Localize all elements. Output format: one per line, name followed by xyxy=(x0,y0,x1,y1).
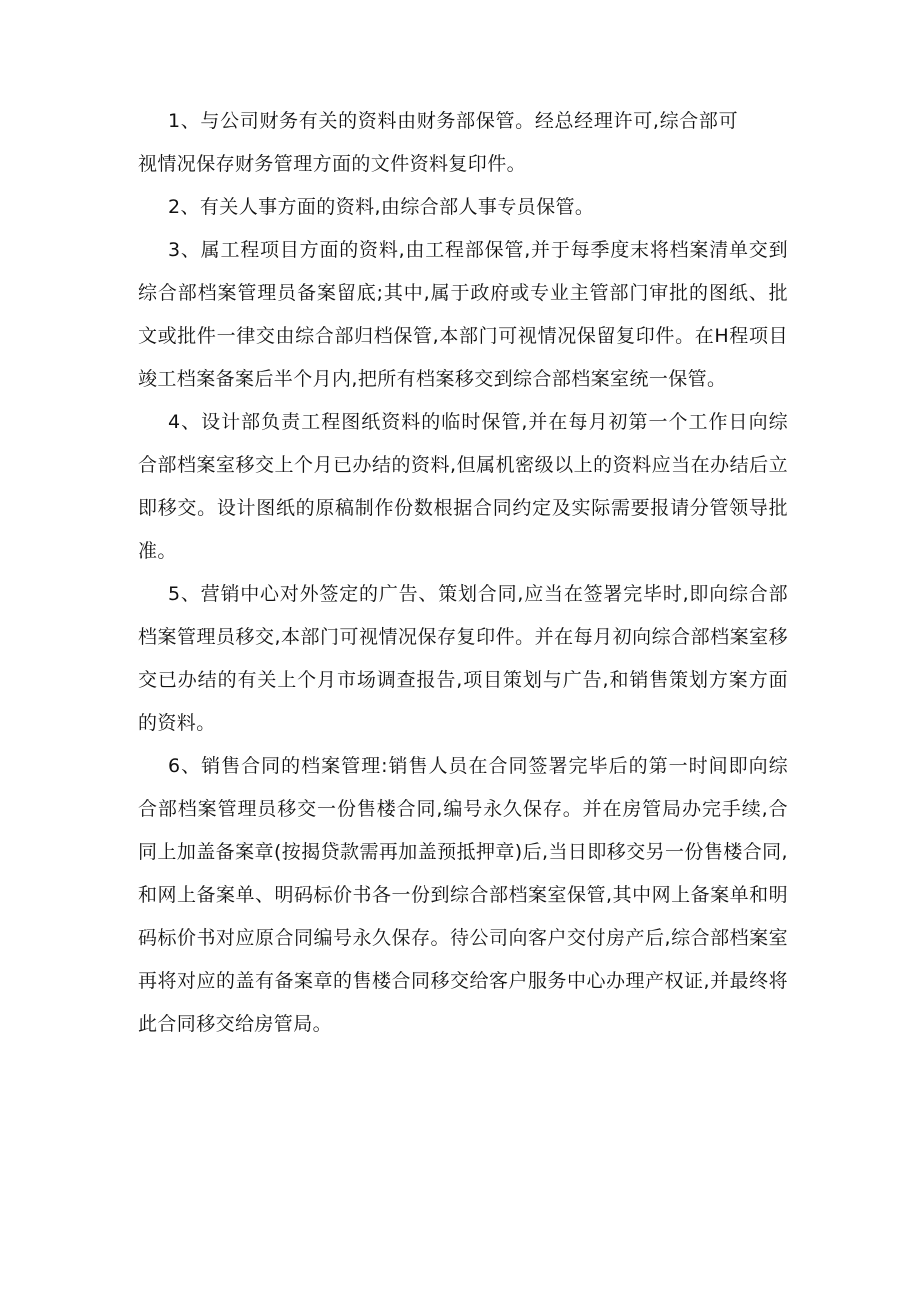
paragraph-4: 4、设计部负责工程图纸资料的临时保管,并在每月初第一个工作日向综合部档案室移交上个月已办结的资料,但属机密级以上的资料应当在办结后立即移交。设计图纸的原稿制作份数根据合同约定及实际需要报请分管领导批准。 xyxy=(138,411,788,562)
paragraph-1: 1、与公司财务有关的资料由财务部保管。经总经理许可,综合部可视情况保存财务管理方面的文件资料复印件。 xyxy=(138,110,738,175)
paragraph-3: 3、属工程项目方面的资料,由工程部保管,并于每季度末将档案清单交到综合部档案管理员备案留底;其中,属于政府或专业主管部门审批的图纸、批文或批件一律交由综合部归档保管,本部门可视情况保留复印件。在H程项目竣工档案备案后半个月内,把所有档案移交到综合部档案室统一保管。 xyxy=(138,239,788,390)
paragraph-6: 6、销售合同的档案管理:销售人员在合同签署完毕后的第一时间即向综合部档案管理员移交一份售楼合同,编号永久保存。并在房管局办完手续,合同上加盖备案章(按揭贷款需再加盖预抵押章)后,当日即移交另一份售楼合同,和网上备案单、明码标价书各一份到综合部档案室保管,其中网上备案单和明码标价书对应原合同编号永久保存。待公司向客户交付房产后,综合部档案室再将对应的盖有备案章的售楼合同移交给客户服务中心办理产权证,并最终将此合同移交给房管局。 xyxy=(138,755,788,1035)
document-body xyxy=(138,100,788,1046)
paragraph-2: 2、有关人事方面的资料,由综合部人事专员保管。 xyxy=(168,196,595,218)
paragraph-5: 5、营销中心对外签定的广告、策划合同,应当在签署完毕时,即向综合部档案管理员移交,本部门可视情况保存复印件。并在每月初向综合部档案室移交已办结的有关上个月市场调查报告,项目策划与广告,和销售策划方案方面的资料。 xyxy=(138,583,788,734)
